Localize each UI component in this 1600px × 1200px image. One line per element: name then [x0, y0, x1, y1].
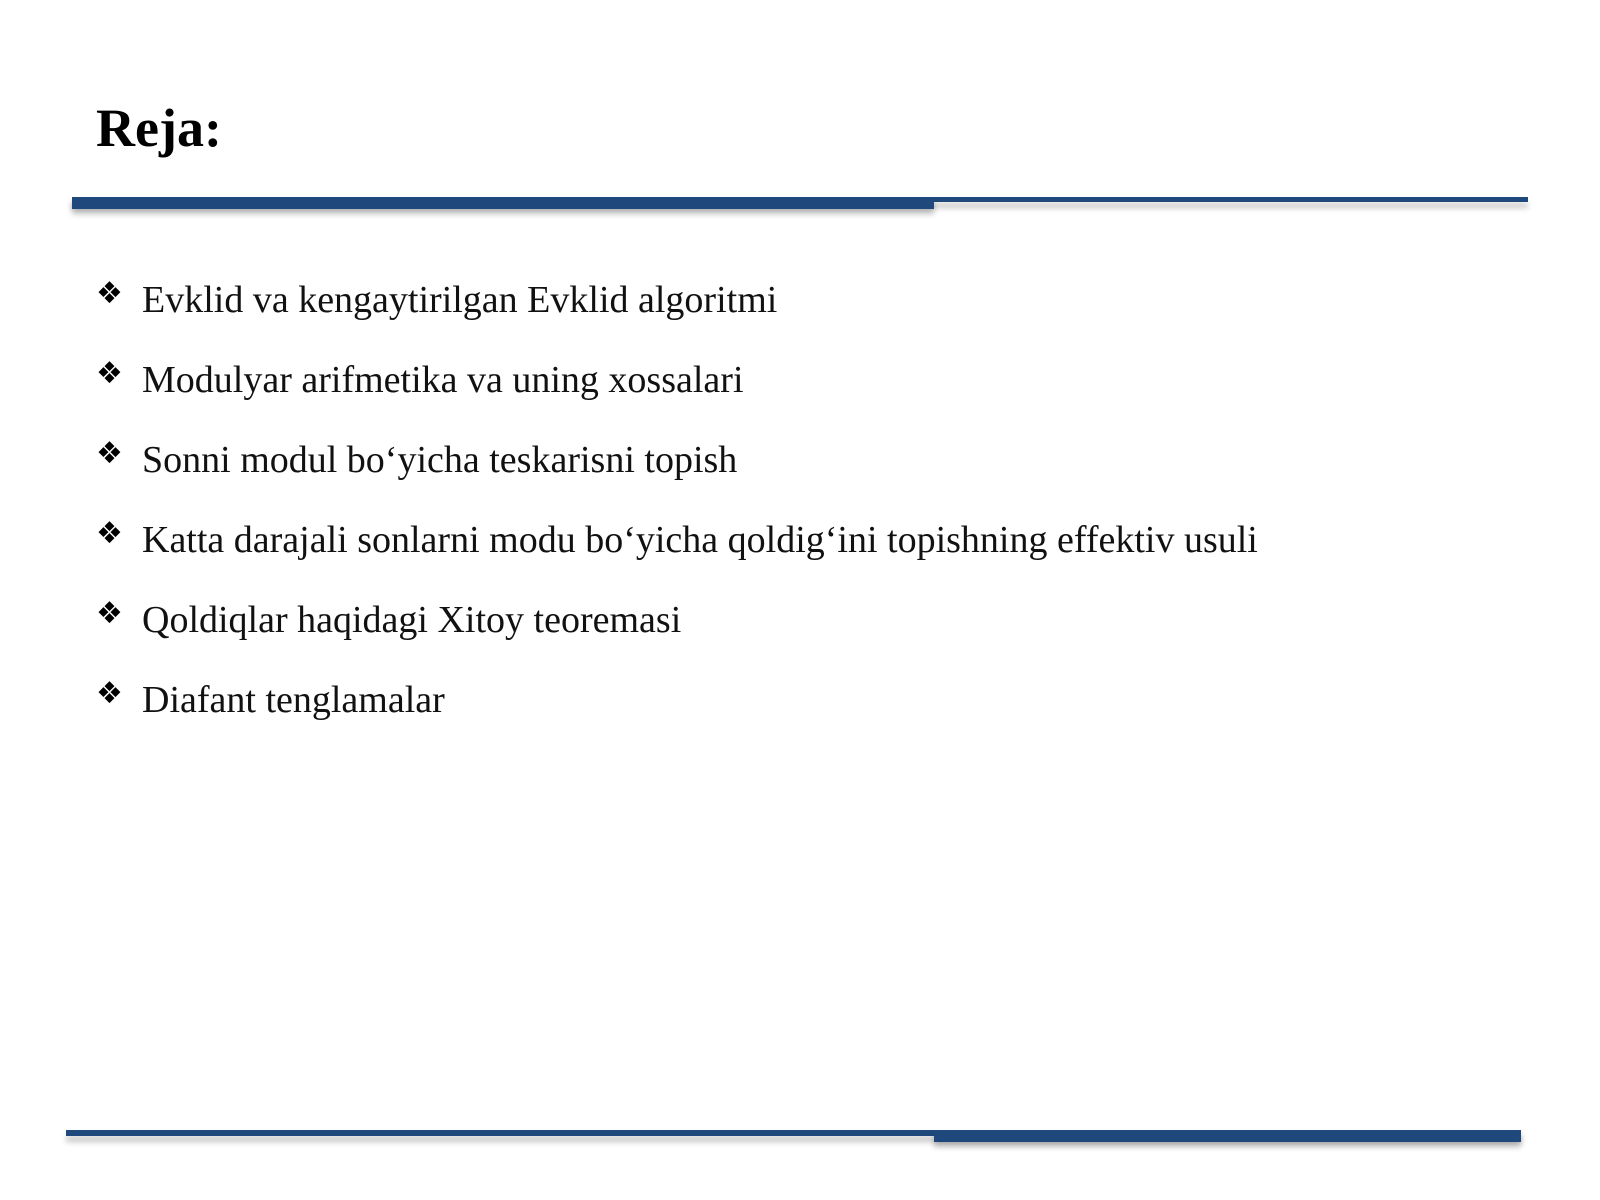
four-diamond-bullet-icon: ❖ — [96, 676, 123, 711]
agenda-list — [96, 270, 1258, 750]
four-diamond-bullet-icon: ❖ — [96, 436, 123, 471]
list-item — [96, 350, 1258, 430]
four-diamond-bullet-icon: ❖ — [96, 596, 123, 631]
slide-title: Reja: — [96, 98, 222, 158]
list-item — [96, 590, 1258, 670]
top-divider-thick — [72, 197, 934, 209]
list-item — [96, 670, 1258, 750]
four-diamond-bullet-icon: ❖ — [96, 276, 123, 311]
four-diamond-bullet-icon: ❖ — [96, 516, 123, 551]
list-item-text: Evklid va kengaytirilgan Evklid algoritmi — [142, 279, 778, 321]
list-item-text: Sonni modul bo‘yicha teskarisni topish — [142, 439, 738, 481]
list-item-text: Modulyar arifmetika va uning xossalari — [142, 359, 744, 401]
bottom-divider-thick — [934, 1130, 1521, 1142]
list-item — [96, 270, 1258, 350]
list-item — [96, 430, 1258, 510]
list-item — [96, 510, 1258, 590]
list-item-text: Qoldiqlar haqidagi Xitoy teoremasi — [142, 599, 682, 641]
four-diamond-bullet-icon: ❖ — [96, 356, 123, 391]
list-item-text: Katta darajali sonlarni modu bo‘yicha qoldig‘ini topishning effektiv usuli — [142, 519, 1258, 561]
list-item-text: Diafant tenglamalar — [142, 679, 445, 721]
